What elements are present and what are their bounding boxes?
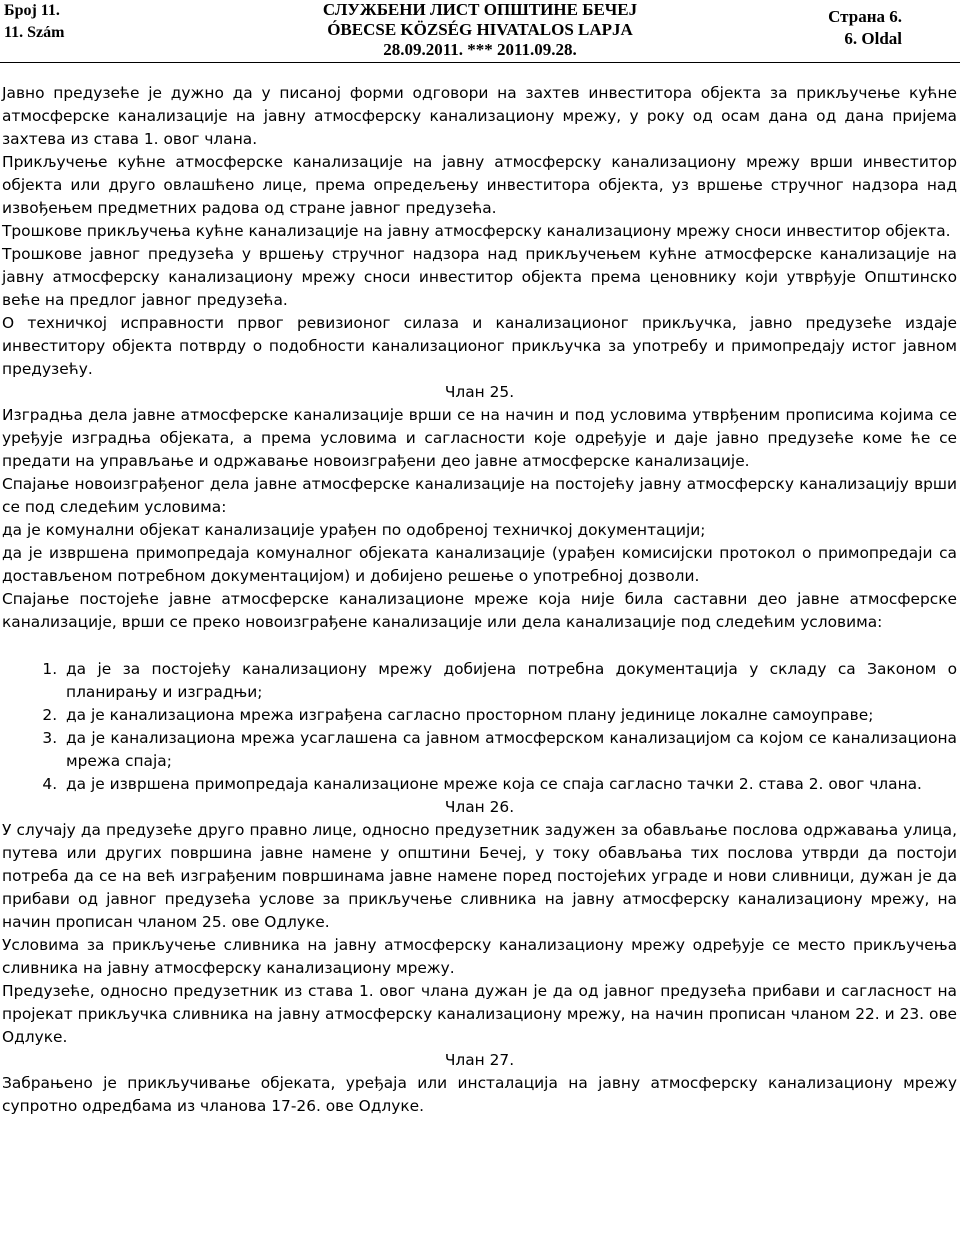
paragraph: Условима за прикључење сливника на јавну атмосферску канализациону мрежу одређује се место прикључења сливника на јавну атмосферску канализациону мрежу.	[2, 936, 957, 977]
issue-number-sr: Број 11.	[4, 2, 60, 19]
journal-title-hu: ÓBECSE KÖZSÉG HIVATALOS LAPJA	[327, 20, 633, 39]
paragraph: Забрањено је прикључивање објеката, уређаја или инсталација на јавну атмосферску канализациону мрежу супротно одредбама из чланова 17-26. ове Одлуке.	[2, 1074, 957, 1115]
article-heading-27: Члан 27.	[444, 1051, 515, 1069]
page-number	[828, 6, 902, 50]
paragraph: Јавно предузеће је дужно да у писаној форми одговори на захтев инвеститора објекта за прикључење кућне атмосферске канализације на јавну атмосферску канализациону мрежу, у року од осам дана од дана пријема захтева из става 1. овог члана.	[2, 84, 957, 148]
paragraph: Трошкове јавног предузећа у вршењу стручног надзора над прикључењем кућне атмосферске канализације на јавну атмосферску канализациону мрежу сноси инвеститор објекта према ценовнику који утврђује Општинско веће на предлог јавног предузећа.	[2, 245, 957, 309]
paragraph: Трошкове прикључења кућне канализације на јавну атмосферску канализациону мрежу сноси инвеститор објекта.	[2, 222, 951, 240]
page-number-sr: Страна 6.	[828, 7, 902, 26]
issue-number-hu: 11. Szám	[4, 24, 65, 41]
article-heading-26: Члан 26.	[444, 798, 515, 816]
paragraph: да је комунални објекат канализације урађен по одобреној техничкој документацији;	[2, 521, 706, 539]
conditions-list	[2, 658, 957, 796]
list-item: 1. да је за постојећу канализациону мрежу добијена потребна документација у складу са Законом о планирању и изградњи;	[62, 658, 957, 704]
header-divider	[0, 62, 960, 63]
page-header	[0, 0, 960, 68]
paragraph: У случају да предузеће друго правно лице, односно предузетник задужен за обављање послова одржавања улица, путева или других површина јавне намене у општини Бечеј, у току обављања тих послова утврди да постоји потреба да се на већ изграђеним површинама јавне намене поред постојећих уграде и нови сливници, дужан је да прибави од јавног предузећа услове за прикључење сливника на јавну атмосферску канализациону мрежу, на начин прописан чланом 25. ове Одлуке.	[2, 821, 957, 931]
paragraph: Изградња дела јавне атмосферске канализације врши се на начин и под условима утврђеним прописима којима се уређује изградња објеката, а према условима и сагласности које одређује и даје јавно предузеће коме ће се предати на управљање и одржавање новоизграђени део јавне атмосферске канализације.	[2, 406, 957, 470]
journal-title-sr: СЛУЖБЕНИ ЛИСТ ОПШТИНЕ БЕЧЕЈ	[322, 0, 638, 19]
article-heading-25: Члан 25.	[444, 383, 515, 401]
paragraph: Спајање новоизграђеног дела јавне атмосферске канализације на постојећу јавну атмосферску канализацију врши се под следећим условима:	[2, 475, 957, 516]
document-body	[2, 82, 957, 1118]
paragraph: О техничкој исправности првог ревизионог силаза и канализационог прикључка, јавно предузеће издаје инвеститору објекта потврду о подобности канализационог прикључка за употребу и примопредају истог јавном предузећу.	[2, 314, 957, 378]
publication-date: 28.09.2011. *** 2011.09.28.	[383, 40, 577, 59]
paragraph: да је извршена примопредаја комуналног објеката канализације (урађен комисијски протокол о примопредаји са достављеном потребном документацијом) и добијено решење о употребној дозволи.	[2, 544, 957, 585]
page-number-hu: 6. Oldal	[844, 29, 902, 48]
paragraph: Прикључење кућне атмосферске канализације на јавну атмосферску канализациону мрежу врши инвеститор објекта или друго овлашћено лице, према опредељењу инвеститора објекта, уз вршење стручног надзора над извођењем предметних радова од стране јавног предузећа.	[2, 153, 957, 217]
list-item: 2. да је канализациона мрежа изграђена сагласно просторном плану јединице локалне самоуправе;	[62, 704, 957, 727]
issue-number	[4, 0, 64, 44]
list-item: 3. да је канализациона мрежа усаглашена са јавном атмосферском канализацијом са којом се канализациона мрежа спаја;	[62, 727, 957, 773]
journal-title	[220, 0, 740, 60]
list-item: 4. да је извршена примопредаја канализационе мреже која се спаја сагласно тачки 2. става 2. овог члана.	[62, 773, 957, 796]
paragraph: Предузеће, односно предузетник из става 1. овог члана дужан је да од јавног предузећа прибави и сагласност на пројекат прикључка сливника на јавну атмосферску канализациону мрежу, на начин прописан чланом 22. и 23. ове Одлуке.	[2, 982, 957, 1046]
paragraph: Спајање постојеће јавне атмосферске канализационе мреже која није била саставни део јавне атмосферске канализације, врши се преко новоизграђене канализације или дела канализације под следећим условима:	[2, 590, 957, 631]
